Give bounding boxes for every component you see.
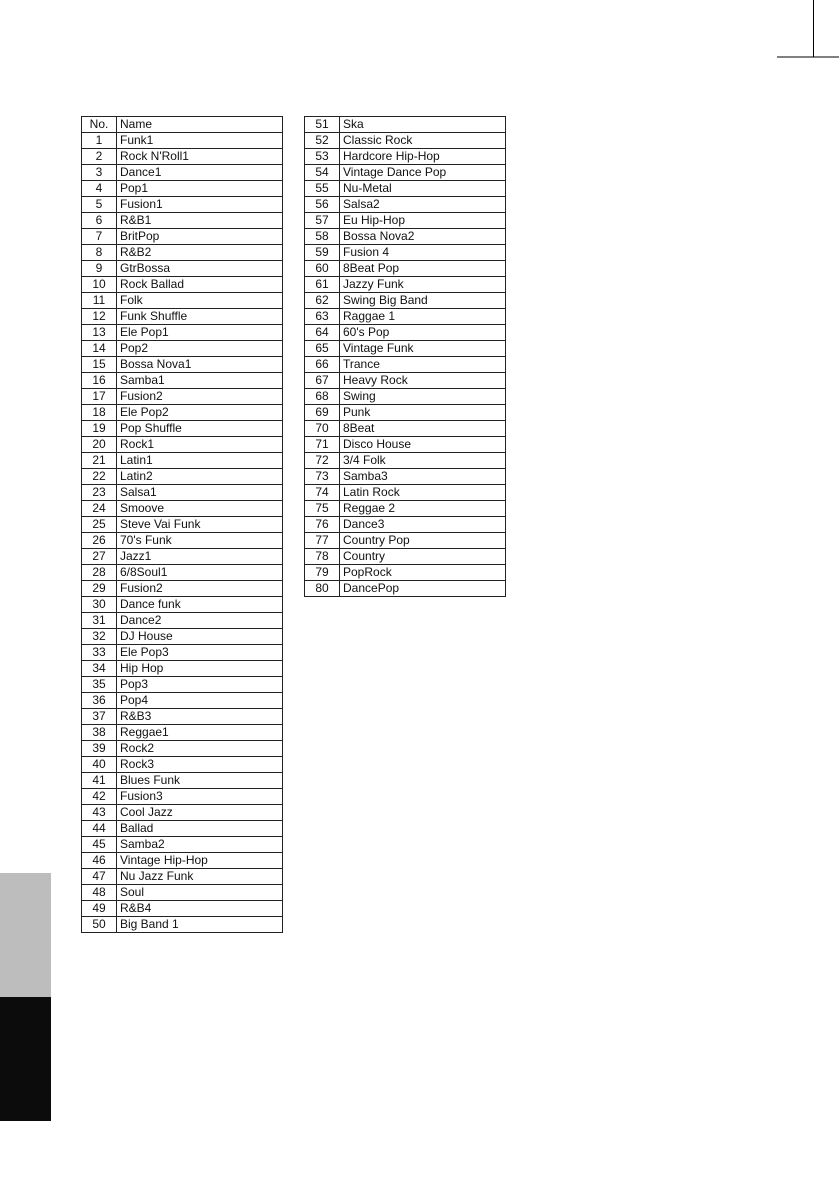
style-number: 53 — [305, 149, 340, 165]
style-number: 36 — [82, 693, 117, 709]
style-name: Pop3 — [117, 677, 283, 693]
table-row — [82, 709, 283, 725]
style-number: 78 — [305, 549, 340, 565]
table-row — [82, 373, 283, 389]
style-number: 52 — [305, 133, 340, 149]
style-number: 29 — [82, 581, 117, 597]
table-row — [82, 821, 283, 837]
style-number: 59 — [305, 245, 340, 261]
style-name: Samba1 — [117, 373, 283, 389]
table-row — [82, 229, 283, 245]
table-body-left — [82, 133, 283, 933]
style-name: 70's Funk — [117, 533, 283, 549]
table-row — [82, 341, 283, 357]
style-number: 2 — [82, 149, 117, 165]
style-name: R&B2 — [117, 245, 283, 261]
table-row — [305, 149, 506, 165]
table-row — [305, 357, 506, 373]
style-number: 73 — [305, 469, 340, 485]
style-number: 49 — [82, 901, 117, 917]
style-name: Bossa Nova1 — [117, 357, 283, 373]
style-number: 14 — [82, 341, 117, 357]
table-row — [82, 645, 283, 661]
table-row — [82, 741, 283, 757]
style-name: 6/8Soul1 — [117, 565, 283, 581]
style-name: GtrBossa — [117, 261, 283, 277]
style-name: Soul — [117, 885, 283, 901]
style-name: Samba3 — [340, 469, 506, 485]
style-name: Nu-Metal — [340, 181, 506, 197]
table-row — [82, 149, 283, 165]
table-row — [305, 453, 506, 469]
table-row — [82, 565, 283, 581]
style-number: 71 — [305, 437, 340, 453]
style-name: Punk — [340, 405, 506, 421]
style-number: 11 — [82, 293, 117, 309]
table-row — [82, 693, 283, 709]
table-row — [305, 405, 506, 421]
table-row — [305, 341, 506, 357]
table-row — [82, 501, 283, 517]
column-header-number: No. — [82, 117, 117, 133]
style-number: 66 — [305, 357, 340, 373]
table-row — [82, 805, 283, 821]
style-name: PopRock — [340, 565, 506, 581]
style-number: 15 — [82, 357, 117, 373]
table-row — [82, 533, 283, 549]
style-name: Country — [340, 549, 506, 565]
style-name: 8Beat Pop — [340, 261, 506, 277]
column-header-name: Name — [117, 117, 283, 133]
style-name: Vintage Funk — [340, 341, 506, 357]
table-row — [82, 421, 283, 437]
style-name: Dance2 — [117, 613, 283, 629]
style-name: Rock1 — [117, 437, 283, 453]
style-name: Smoove — [117, 501, 283, 517]
table-row — [82, 213, 283, 229]
style-number: 63 — [305, 309, 340, 325]
style-number: 16 — [82, 373, 117, 389]
style-number: 32 — [82, 629, 117, 645]
style-name: DJ House — [117, 629, 283, 645]
style-name: Folk — [117, 293, 283, 309]
table-row — [82, 437, 283, 453]
style-name: Ele Pop2 — [117, 405, 283, 421]
style-number: 6 — [82, 213, 117, 229]
style-name: Latin1 — [117, 453, 283, 469]
style-name: Pop1 — [117, 181, 283, 197]
style-number: 3 — [82, 165, 117, 181]
table-row — [82, 293, 283, 309]
style-name: Pop4 — [117, 693, 283, 709]
style-number: 10 — [82, 277, 117, 293]
style-number: 43 — [82, 805, 117, 821]
style-name: Ele Pop1 — [117, 325, 283, 341]
style-name: Pop Shuffle — [117, 421, 283, 437]
table-row — [305, 437, 506, 453]
style-number: 39 — [82, 741, 117, 757]
table-row — [82, 901, 283, 917]
style-number: 34 — [82, 661, 117, 677]
style-name: R&B4 — [117, 901, 283, 917]
style-number: 57 — [305, 213, 340, 229]
style-number: 79 — [305, 565, 340, 581]
style-number: 68 — [305, 389, 340, 405]
style-number: 5 — [82, 197, 117, 213]
style-number: 45 — [82, 837, 117, 853]
style-name: Bossa Nova2 — [340, 229, 506, 245]
style-number: 26 — [82, 533, 117, 549]
style-name: Cool Jazz — [117, 805, 283, 821]
style-name: Fusion 4 — [340, 245, 506, 261]
style-name: Vintage Dance Pop — [340, 165, 506, 181]
table-row — [305, 309, 506, 325]
table-row — [305, 581, 506, 597]
style-number: 48 — [82, 885, 117, 901]
style-number: 51 — [305, 117, 340, 133]
style-name: Jazz1 — [117, 549, 283, 565]
table-row — [305, 373, 506, 389]
table-row — [82, 261, 283, 277]
table-row — [82, 885, 283, 901]
style-number: 7 — [82, 229, 117, 245]
table-row — [305, 485, 506, 501]
style-number: 50 — [82, 917, 117, 933]
table-row — [82, 549, 283, 565]
style-number: 55 — [305, 181, 340, 197]
table-row — [82, 677, 283, 693]
table-row — [305, 181, 506, 197]
table-row — [82, 197, 283, 213]
style-number: 38 — [82, 725, 117, 741]
style-number: 44 — [82, 821, 117, 837]
style-name: Country Pop — [340, 533, 506, 549]
style-name: Fusion2 — [117, 581, 283, 597]
table-row — [82, 853, 283, 869]
style-name: Latin Rock — [340, 485, 506, 501]
style-name: Jazzy Funk — [340, 277, 506, 293]
style-name: Trance — [340, 357, 506, 373]
style-name: Ballad — [117, 821, 283, 837]
style-number: 62 — [305, 293, 340, 309]
table-row — [82, 597, 283, 613]
table-row — [82, 325, 283, 341]
style-number: 1 — [82, 133, 117, 149]
table-row — [305, 197, 506, 213]
style-number: 28 — [82, 565, 117, 581]
table-row — [82, 581, 283, 597]
style-number: 19 — [82, 421, 117, 437]
style-number: 24 — [82, 501, 117, 517]
style-name: Hardcore Hip-Hop — [340, 149, 506, 165]
style-number: 22 — [82, 469, 117, 485]
style-number: 30 — [82, 597, 117, 613]
table-row — [305, 325, 506, 341]
style-name: Dance funk — [117, 597, 283, 613]
table-row — [305, 229, 506, 245]
table-row — [82, 789, 283, 805]
table-row — [82, 469, 283, 485]
style-number: 20 — [82, 437, 117, 453]
style-name: Salsa2 — [340, 197, 506, 213]
style-number: 58 — [305, 229, 340, 245]
style-number: 67 — [305, 373, 340, 389]
table-row — [82, 629, 283, 645]
style-name: Steve Vai Funk — [117, 517, 283, 533]
table-row — [82, 613, 283, 629]
style-name: Funk1 — [117, 133, 283, 149]
table-row — [305, 293, 506, 309]
table-row — [305, 533, 506, 549]
style-number: 4 — [82, 181, 117, 197]
style-number: 27 — [82, 549, 117, 565]
style-name: 3/4 Folk — [340, 453, 506, 469]
table-row — [305, 389, 506, 405]
style-number: 76 — [305, 517, 340, 533]
table-row — [305, 421, 506, 437]
style-name: Heavy Rock — [340, 373, 506, 389]
style-name: Reggae1 — [117, 725, 283, 741]
side-tab-dark — [0, 997, 51, 1121]
style-number: 47 — [82, 869, 117, 885]
style-number: 70 — [305, 421, 340, 437]
style-number: 61 — [305, 277, 340, 293]
table-row — [305, 213, 506, 229]
style-name: Ska — [340, 117, 506, 133]
table-row — [305, 517, 506, 533]
table-row — [82, 757, 283, 773]
style-name: Latin2 — [117, 469, 283, 485]
style-number: 8 — [82, 245, 117, 261]
style-name: Vintage Hip-Hop — [117, 853, 283, 869]
style-name: Classic Rock — [340, 133, 506, 149]
style-name: Swing — [340, 389, 506, 405]
table-row — [82, 389, 283, 405]
style-number: 56 — [305, 197, 340, 213]
style-name: Disco House — [340, 437, 506, 453]
style-name: Nu Jazz Funk — [117, 869, 283, 885]
style-number: 77 — [305, 533, 340, 549]
table-row — [82, 773, 283, 789]
style-number: 75 — [305, 501, 340, 517]
style-name: Hip Hop — [117, 661, 283, 677]
table-row — [82, 165, 283, 181]
style-name: Fusion1 — [117, 197, 283, 213]
table-row — [305, 117, 506, 133]
style-name: Rock2 — [117, 741, 283, 757]
table-row — [305, 165, 506, 181]
style-number: 37 — [82, 709, 117, 725]
style-number: 74 — [305, 485, 340, 501]
table-row — [305, 277, 506, 293]
style-list-table-right — [304, 116, 506, 597]
style-name: BritPop — [117, 229, 283, 245]
style-name: R&B3 — [117, 709, 283, 725]
table-row — [305, 245, 506, 261]
style-number: 23 — [82, 485, 117, 501]
style-name: Dance1 — [117, 165, 283, 181]
style-number: 17 — [82, 389, 117, 405]
table-row — [305, 261, 506, 277]
table-row — [305, 565, 506, 581]
style-name: Eu Hip-Hop — [340, 213, 506, 229]
style-name: Ele Pop3 — [117, 645, 283, 661]
table-row — [82, 453, 283, 469]
table-row — [82, 309, 283, 325]
style-number: 72 — [305, 453, 340, 469]
style-name: Salsa1 — [117, 485, 283, 501]
style-number: 60 — [305, 261, 340, 277]
table-row — [82, 837, 283, 853]
style-number: 40 — [82, 757, 117, 773]
table-row — [82, 277, 283, 293]
style-name: Fusion2 — [117, 389, 283, 405]
table-row — [82, 869, 283, 885]
style-number: 65 — [305, 341, 340, 357]
table-row — [82, 181, 283, 197]
table-body-right — [305, 117, 506, 597]
table-header-row — [82, 117, 283, 133]
table-row — [82, 245, 283, 261]
table-row — [305, 501, 506, 517]
style-name: Rock3 — [117, 757, 283, 773]
style-name: Reggae 2 — [340, 501, 506, 517]
style-number: 42 — [82, 789, 117, 805]
table-row — [305, 469, 506, 485]
style-number: 9 — [82, 261, 117, 277]
style-number: 31 — [82, 613, 117, 629]
style-number: 35 — [82, 677, 117, 693]
style-list-table-left — [81, 116, 283, 933]
style-name: Dance3 — [340, 517, 506, 533]
style-name: 60's Pop — [340, 325, 506, 341]
table-row — [82, 517, 283, 533]
table-row — [82, 917, 283, 933]
style-number: 12 — [82, 309, 117, 325]
table-row — [82, 357, 283, 373]
style-name: Rock Ballad — [117, 277, 283, 293]
style-number: 69 — [305, 405, 340, 421]
table-row — [305, 549, 506, 565]
table-row — [82, 405, 283, 421]
style-number: 41 — [82, 773, 117, 789]
style-number: 54 — [305, 165, 340, 181]
table-row — [82, 661, 283, 677]
style-name: Pop2 — [117, 341, 283, 357]
table-row — [305, 133, 506, 149]
table-row — [82, 133, 283, 149]
style-number: 18 — [82, 405, 117, 421]
style-name: Fusion3 — [117, 789, 283, 805]
style-number: 21 — [82, 453, 117, 469]
style-number: 64 — [305, 325, 340, 341]
style-name: Big Band 1 — [117, 917, 283, 933]
side-tab-light — [0, 873, 51, 997]
style-number: 80 — [305, 581, 340, 597]
style-name: Funk Shuffle — [117, 309, 283, 325]
style-name: Rock N'Roll1 — [117, 149, 283, 165]
style-number: 46 — [82, 853, 117, 869]
style-name: 8Beat — [340, 421, 506, 437]
style-name: Blues Funk — [117, 773, 283, 789]
style-name: Swing Big Band — [340, 293, 506, 309]
style-name: R&B1 — [117, 213, 283, 229]
style-number: 13 — [82, 325, 117, 341]
style-number: 33 — [82, 645, 117, 661]
style-number: 25 — [82, 517, 117, 533]
style-name: Raggae 1 — [340, 309, 506, 325]
table-row — [82, 485, 283, 501]
table-row — [82, 725, 283, 741]
style-name: DancePop — [340, 581, 506, 597]
style-name: Samba2 — [117, 837, 283, 853]
